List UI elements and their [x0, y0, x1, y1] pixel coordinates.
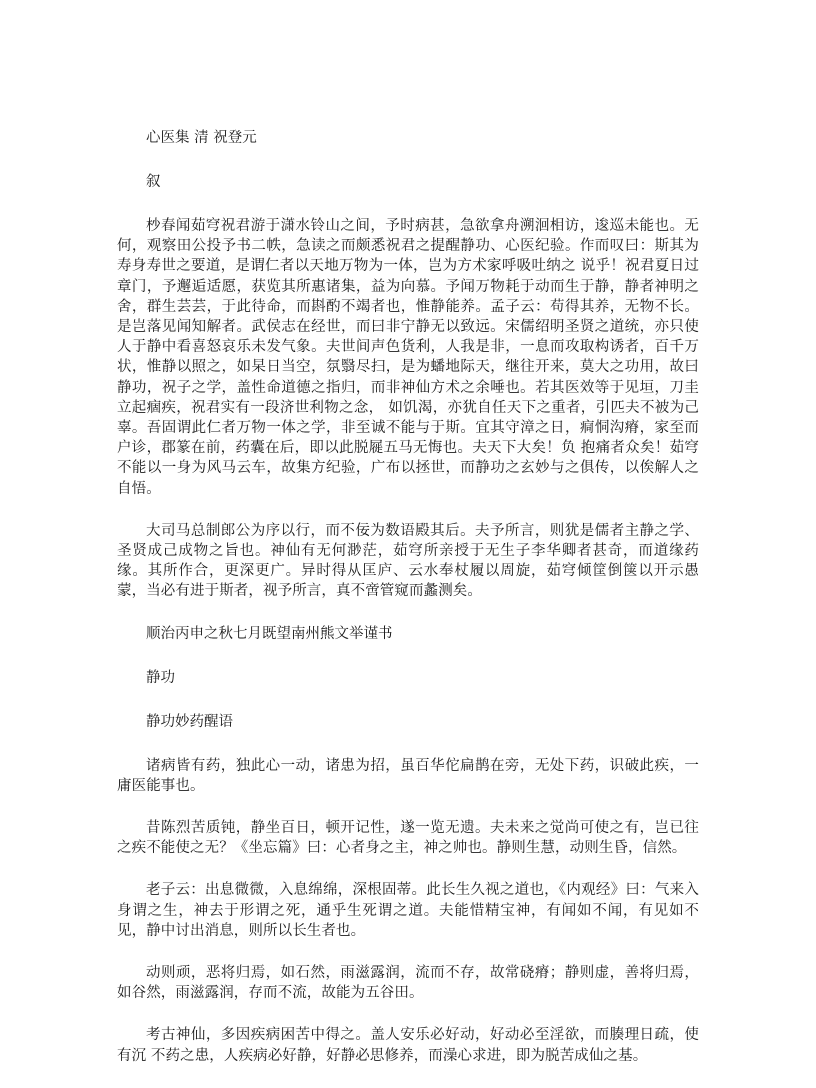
body-paragraph-3: 老子云：出息微微，入息绵绵，深根固蒂。此长生久视之道也，《内观经》曰：气来入身谓之生，神去于形谓之死，通乎生死谓之道。夫能惜精宝神，有闻如不闻，有见如不见，静中讨出消息，则所以长生者也。: [117, 882, 699, 939]
section-heading-xu: 叙: [146, 174, 161, 190]
body-paragraph-5: 考古神仙，多因疾病困苦中得之。盖人安乐必好动，好动必至淫欲，而腠理日疏，使有沉 不药之患，人疾病必好静，好静必思修养，而澡心求进，即为脱苦成仙之基。: [117, 1027, 699, 1064]
preface-paragraph-2: 大司马总制郎公为序以行，而不佞为数语殿其后。夫予所言，则犹是儒者主静之学、圣贤成己成物之旨也。神仙有无何渺茫，茹穹所亲授于无生子李华卿者甚奇，而道缘药缘。其所作合，更深更广。异时得从匡庐、云水奉杖履以周旋，茹穹倾筐倒箧以开示愚蒙，当必有进于斯者，视予所言，真不啻管窥而蠡测矣。: [117, 522, 699, 600]
document-title: 心医集 清 祝登元: [146, 130, 257, 146]
body-paragraph-2: 昔陈烈苦质钝，静坐百日，顿开记性，遂一览无遗。夫未来之觉尚可使之有，岂已往之疾不能使之无？《坐忘篇》曰：心者身之主，神之帅也。静则生慧，动则生昏，信然。: [117, 820, 699, 857]
preface-signature: 顺治丙申之秋七月既望南州熊文举谨书: [146, 625, 393, 642]
body-paragraph-4: 动则顽，恶将归焉，如石然，雨滋露润，流而不存，故常硗瘠；静则虚，善将归焉，如谷然，雨滋露润，存而不流，故能为五谷田。: [117, 965, 699, 1002]
section-heading-miaoyao: 静功妙药醒语: [146, 713, 233, 730]
body-paragraph-1: 诸病皆有药，独此心一动，诸患为招，虽百华佗扁鹊在旁，无处下药，识破此疾，一庸医能事也。: [117, 757, 699, 794]
document-page: [117, 128, 699, 1088]
preface-paragraph-1: 杪春闻茹穹祝君游于潇水铃山之间，予时病甚，急欲拿舟溯洄相访，逡巡未能也。无何，观察田公投予书二帙，急读之而颇悉祝君之提醒静功、心医纪验。作而叹曰：斯其为寿身寿世之要道，是谓仁者以天地万物为一体，岂为方术家呼吸吐纳之 说乎！祝君夏日过章门，予邂逅适愿，获览其所惠诸集，益为向慕。予闻万物耗于动而生于静，静者神明之舍，群生芸芸，于此待命，而斟酌不竭者也，惟静能养。孟子云：苟得其养，无物不长。是岂落见闻知解者。武侯志在经世，而曰非宁静无以致远。宋儒绍明圣贤之道统，亦只使人于静中看喜怒哀乐未发气象。夫世间声色货利，人我是非，一息而攻取构诱者，百千万状，惟静以照之，如杲日当空，氛翳尽扫，是为蟠地际天，继往开来，莫大之功用，故曰静功，祝子之学，盖性命道德之指归，而非神仙方术之余唾也。若其医效等于见垣，刀圭立起痼疾，祝君实有一段济世利物之念， 如饥渴，亦犹自任天下之重者，引匹夫不被为己辜。吾固谓此仁者万物一体之学，非至诚不能与于斯。宜其守漳之日，痌恫沟瘠，家至而户诊，郡篆在前，药囊在后，即以此脱屣五马无悔也。夫天下大矣！负 抱痛者众矣！茹穹不能以一身为风马云车，故集方纪验，广布以拯世，而静功之玄妙与之俱传，以俟解人之自悟。: [117, 218, 699, 497]
section-heading-jinggong: 静功: [146, 669, 175, 686]
